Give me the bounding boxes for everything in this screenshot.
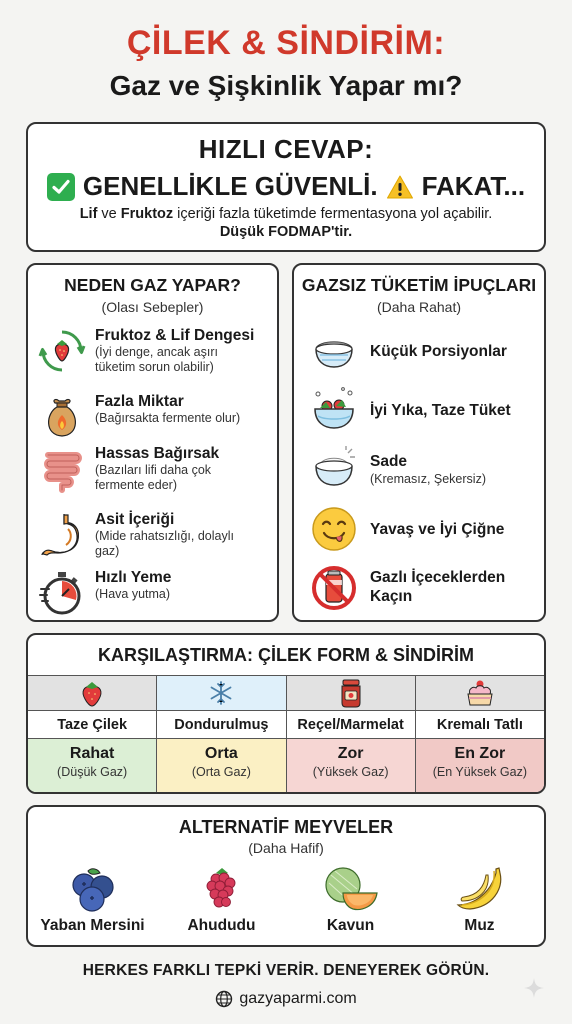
comparison-level-cell <box>28 739 157 792</box>
comparison-icon-cell <box>157 675 286 711</box>
why-item-desc: (İyi denge, ancak aşırı tüketim sorun olabilir) <box>95 345 218 374</box>
alternative-fruit-name: Ahududu <box>187 917 256 934</box>
alternative-fruit <box>286 865 415 935</box>
comparison-table <box>26 633 546 794</box>
tip-item-title: Sade <box>370 452 408 470</box>
stomach-icon <box>38 511 86 559</box>
tips-panel <box>292 263 546 622</box>
globe-icon <box>215 990 233 1008</box>
tip-item <box>310 505 504 553</box>
comparison-level-note: (En Yüksek Gaz) <box>432 765 527 779</box>
intestine-icon <box>38 445 86 493</box>
tip-item-title: Küçük Porsiyonlar <box>370 342 507 360</box>
comparison-level: En Zor <box>454 745 506 762</box>
tip-item-title: İyi Yıka, Taze Tüket <box>370 401 511 419</box>
why-item-title: Asit İçeriği <box>95 511 175 528</box>
small-bowl-icon <box>310 327 358 375</box>
snowflake-icon <box>208 680 234 706</box>
comparison-level-cell <box>287 739 416 792</box>
why-item-title: Hızlı Yeme <box>95 569 172 586</box>
site-url[interactable]: gazyaparmi.com <box>239 990 357 1007</box>
comparison-form-name: Taze Çilek <box>28 711 157 739</box>
verdict-but-text: FAKAT... <box>421 171 526 201</box>
alternative-fruit-name: Muz <box>464 917 495 934</box>
why-item <box>38 445 245 493</box>
tips-subheading: (Daha Rahat) <box>376 299 462 315</box>
alternative-fruit <box>157 865 286 935</box>
page-subtitle: Gaz ve Şişkinlik Yapar mı? <box>109 70 463 101</box>
tip-item-desc: (Kremasız, Şekersiz) <box>370 471 486 486</box>
comparison-icon-cell <box>28 675 157 711</box>
sparkle-icon <box>524 978 544 998</box>
why-item-title: Fazla Miktar <box>95 393 184 410</box>
why-heading: NEDEN GAZ YAPAR? <box>64 275 241 295</box>
comparison-icon-cell <box>416 675 544 711</box>
comparison-level-note: (Orta Gaz) <box>191 765 251 779</box>
why-item-desc: (Bazıları lifi daha çok fermente eder) <box>95 463 212 492</box>
tip-item <box>310 386 511 434</box>
page-title: ÇİLEK & SİNDİRİM: <box>126 24 446 62</box>
verdict-safe-text: GENELLİKLE GÜVENLİ. <box>82 171 378 201</box>
comparison-heading: KARŞILAŞTIRMA: ÇİLEK FORM & SİNDİRİM <box>98 645 474 665</box>
quick-answer-heading: HIZLI CEVAP: <box>198 134 374 164</box>
site-link[interactable] <box>0 990 572 1008</box>
comparison-icon-cell <box>287 675 416 711</box>
why-item-title: Hassas Bağırsak <box>95 445 220 462</box>
tip-item <box>310 445 486 493</box>
comparison-level: Zor <box>337 745 364 762</box>
comparison-level: Orta <box>204 745 238 762</box>
tip-item <box>310 563 520 611</box>
tips-heading: GAZSIZ TÜKETİM İPUÇLARI <box>301 275 537 295</box>
plain-bowl-icon <box>310 445 358 493</box>
alternative-fruit-name: Kavun <box>326 917 375 934</box>
tip-item-title: Gazlı İçeceklerden Kaçın <box>370 569 506 605</box>
tasting-face-icon <box>310 505 358 553</box>
why-item-desc: (Mide rahatsızlığı, dolaylı gaz) <box>95 529 234 558</box>
quick-answer-box <box>26 122 546 252</box>
why-item <box>38 511 235 559</box>
washed-fruit-bowl-icon <box>310 386 358 434</box>
fermenting-sack-icon <box>38 393 86 441</box>
alternatives-subheading: (Daha Hafif) <box>248 840 324 856</box>
tip-item <box>310 327 507 375</box>
comparison-level-cell <box>416 739 544 792</box>
no-soda-icon <box>310 563 358 611</box>
alternative-fruit-name: Yaban Mersini <box>40 917 145 934</box>
melon-icon <box>321 865 381 913</box>
check-mark-icon <box>47 173 75 201</box>
alternatives-panel <box>26 805 546 947</box>
comparison-level: Rahat <box>69 745 115 762</box>
quick-answer-line1: Lif ve Fruktoz içeriği fazla tüketimde fermentasyona yol açabilir. <box>79 206 493 222</box>
comparison-form-name: Reçel/Marmelat <box>287 711 416 739</box>
warning-icon <box>386 174 414 200</box>
quick-answer-verdict <box>28 171 544 202</box>
alternative-fruit <box>28 865 157 935</box>
comparison-level-note: (Düşük Gaz) <box>57 765 128 779</box>
why-item <box>38 569 171 617</box>
jam-jar-icon <box>338 678 364 708</box>
why-item <box>38 393 270 441</box>
why-item <box>38 327 260 375</box>
stopwatch-icon <box>38 569 86 617</box>
strawberry-cycle-icon <box>38 327 86 375</box>
blueberry-icon <box>64 865 122 913</box>
why-item-desc: (Bağırsakta fermente olur) <box>95 411 241 425</box>
comparison-level-note: (Yüksek Gaz) <box>312 765 389 779</box>
comparison-form-name: Kremalı Tatlı <box>416 711 544 739</box>
tip-item-title: Yavaş ve İyi Çiğne <box>370 520 505 538</box>
strawberry-icon <box>77 678 107 708</box>
alternatives-heading: ALTERNATİF MEYVELER <box>178 817 394 837</box>
footer-note: HERKES FARKLI TEPKİ VERİR. DENEYEREK GÖRÜN. <box>82 962 490 979</box>
comparison-level-cell <box>157 739 286 792</box>
quick-answer-line2: Düşük FODMAP'tir. <box>219 224 353 240</box>
banana-icon <box>452 865 508 913</box>
why-gas-panel <box>26 263 279 622</box>
alternative-fruit <box>415 865 544 935</box>
comparison-form-name: Dondurulmuş <box>157 711 286 739</box>
raspberry-icon <box>198 865 246 913</box>
why-subheading: (Olası Sebepler) <box>101 299 204 315</box>
why-item-desc: (Hava yutma) <box>95 587 171 601</box>
why-item-title: Fruktoz & Lif Dengesi <box>95 327 255 344</box>
cream-dessert-icon <box>464 678 496 708</box>
